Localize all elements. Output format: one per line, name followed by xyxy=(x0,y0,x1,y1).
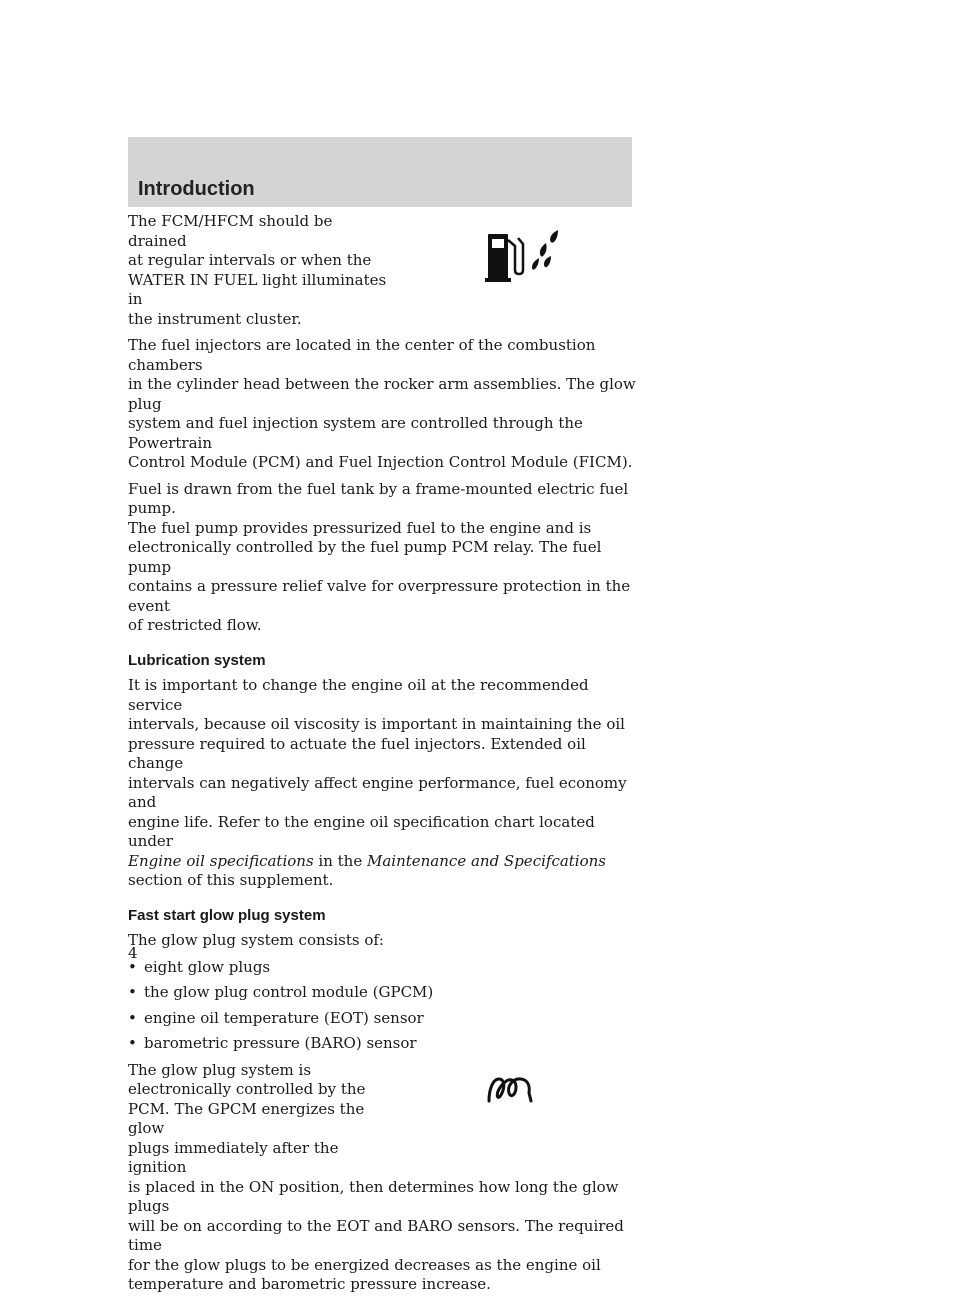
fuel-intro-line: the instrument cluster. xyxy=(128,309,302,328)
text-line: The glow plug system is xyxy=(128,1060,312,1079)
glow-plug-desc-continued xyxy=(128,1178,638,1295)
text-line: Control Module (PCM) and Fuel Injection Control Module (FICM). xyxy=(128,453,633,471)
glow-plug-desc xyxy=(128,1061,388,1178)
list-item-text: eight glow plugs xyxy=(144,957,271,976)
text-line: The fuel pump provides pressurized fuel to the engine and is xyxy=(128,518,592,537)
glow-plug-components-list xyxy=(128,958,638,1054)
fuel-pump-paragraph xyxy=(128,480,638,636)
list-item-text: engine oil temperature (EOT) sensor xyxy=(144,1008,424,1027)
text-line: The fuel injectors are located in the center of the combustion chambers xyxy=(128,336,596,374)
text-line: intervals can negatively affect engine performance, fuel economy and xyxy=(128,773,627,811)
list-item xyxy=(128,1034,638,1054)
text-line: engine life. Refer to the engine oil specification chart located under xyxy=(128,812,595,850)
text-line: in the cylinder head between the rocker arm assemblies. The glow plug xyxy=(128,375,636,413)
fuel-intro-line: The FCM/HFCM should be drained xyxy=(128,212,333,250)
glow-plug-coil-icon xyxy=(486,1075,536,1105)
bullet: • xyxy=(128,983,137,1001)
text-line: Fuel is drawn from the fuel tank by a frame-mounted electric fuel pump. xyxy=(128,479,629,517)
list-item-text: the glow plug control module (GPCM) xyxy=(144,983,434,1001)
injectors-paragraph xyxy=(128,336,638,473)
page-content xyxy=(128,212,638,1302)
reference-engine-oil-specifications: Engine oil specifications xyxy=(128,851,314,870)
text-line: is placed in the ON position, then determines how long the glow plugs xyxy=(128,1177,619,1215)
text-line: will be on according to the EOT and BARO sensors. The required time xyxy=(128,1216,624,1254)
glow-plug-heading: Fast start glow plug system xyxy=(128,906,326,924)
fuel-intro-line: at regular intervals or when the xyxy=(128,251,372,269)
text-line: electronically controlled by the xyxy=(128,1080,366,1098)
glow-plug-desc-row xyxy=(128,1061,638,1178)
bullet: • xyxy=(128,957,137,976)
text-line: PCM. The GPCM energizes the glow xyxy=(128,1099,365,1137)
page-title: Introduction xyxy=(138,178,255,200)
bullet: • xyxy=(128,1008,137,1027)
text-line: section of this supplement. xyxy=(128,871,334,889)
text-line: pressure required to actuate the fuel injectors. Extended oil change xyxy=(128,734,586,772)
text-line: of restricted flow. xyxy=(128,616,262,634)
text-line: plugs immediately after the ignition xyxy=(128,1138,339,1176)
list-item xyxy=(128,1009,638,1029)
reference-maintenance-section: Maintenance and Specifcations xyxy=(366,851,606,870)
bullet: • xyxy=(128,1034,137,1052)
list-item xyxy=(128,983,638,1003)
text-line: temperature and barometric pressure increase. xyxy=(128,1275,491,1293)
page-number: 4 xyxy=(128,944,138,962)
text-line: It is important to change the engine oil at the recommended service xyxy=(128,676,589,714)
fuel-intro-row xyxy=(128,212,638,336)
text-line: intervals, because oil viscosity is important in maintaining the oil xyxy=(128,715,625,733)
glow-plug-intro: The glow plug system consists of: xyxy=(128,931,384,949)
fuel-intro-paragraph xyxy=(128,212,388,329)
reference-connector: in the xyxy=(313,851,367,870)
header-band xyxy=(128,137,632,207)
lubrication-heading: Lubrication system xyxy=(128,651,266,669)
list-item xyxy=(128,958,638,978)
text-line: for the glow plugs to be energized decreases as the engine oil xyxy=(128,1255,601,1274)
fuel-pump-water-drops-icon xyxy=(484,226,564,284)
list-item-text: barometric pressure (BARO) sensor xyxy=(144,1034,417,1052)
fuel-intro-line: WATER IN FUEL light illuminates in xyxy=(128,270,387,308)
lubrication-paragraph xyxy=(128,676,638,891)
text-line: system and fuel injection system are controlled through the Powertrain xyxy=(128,414,583,452)
text-line: contains a pressure relief valve for overpressure protection in the event xyxy=(128,577,631,615)
text-line: electronically controlled by the fuel pump PCM relay. The fuel pump xyxy=(128,538,602,576)
